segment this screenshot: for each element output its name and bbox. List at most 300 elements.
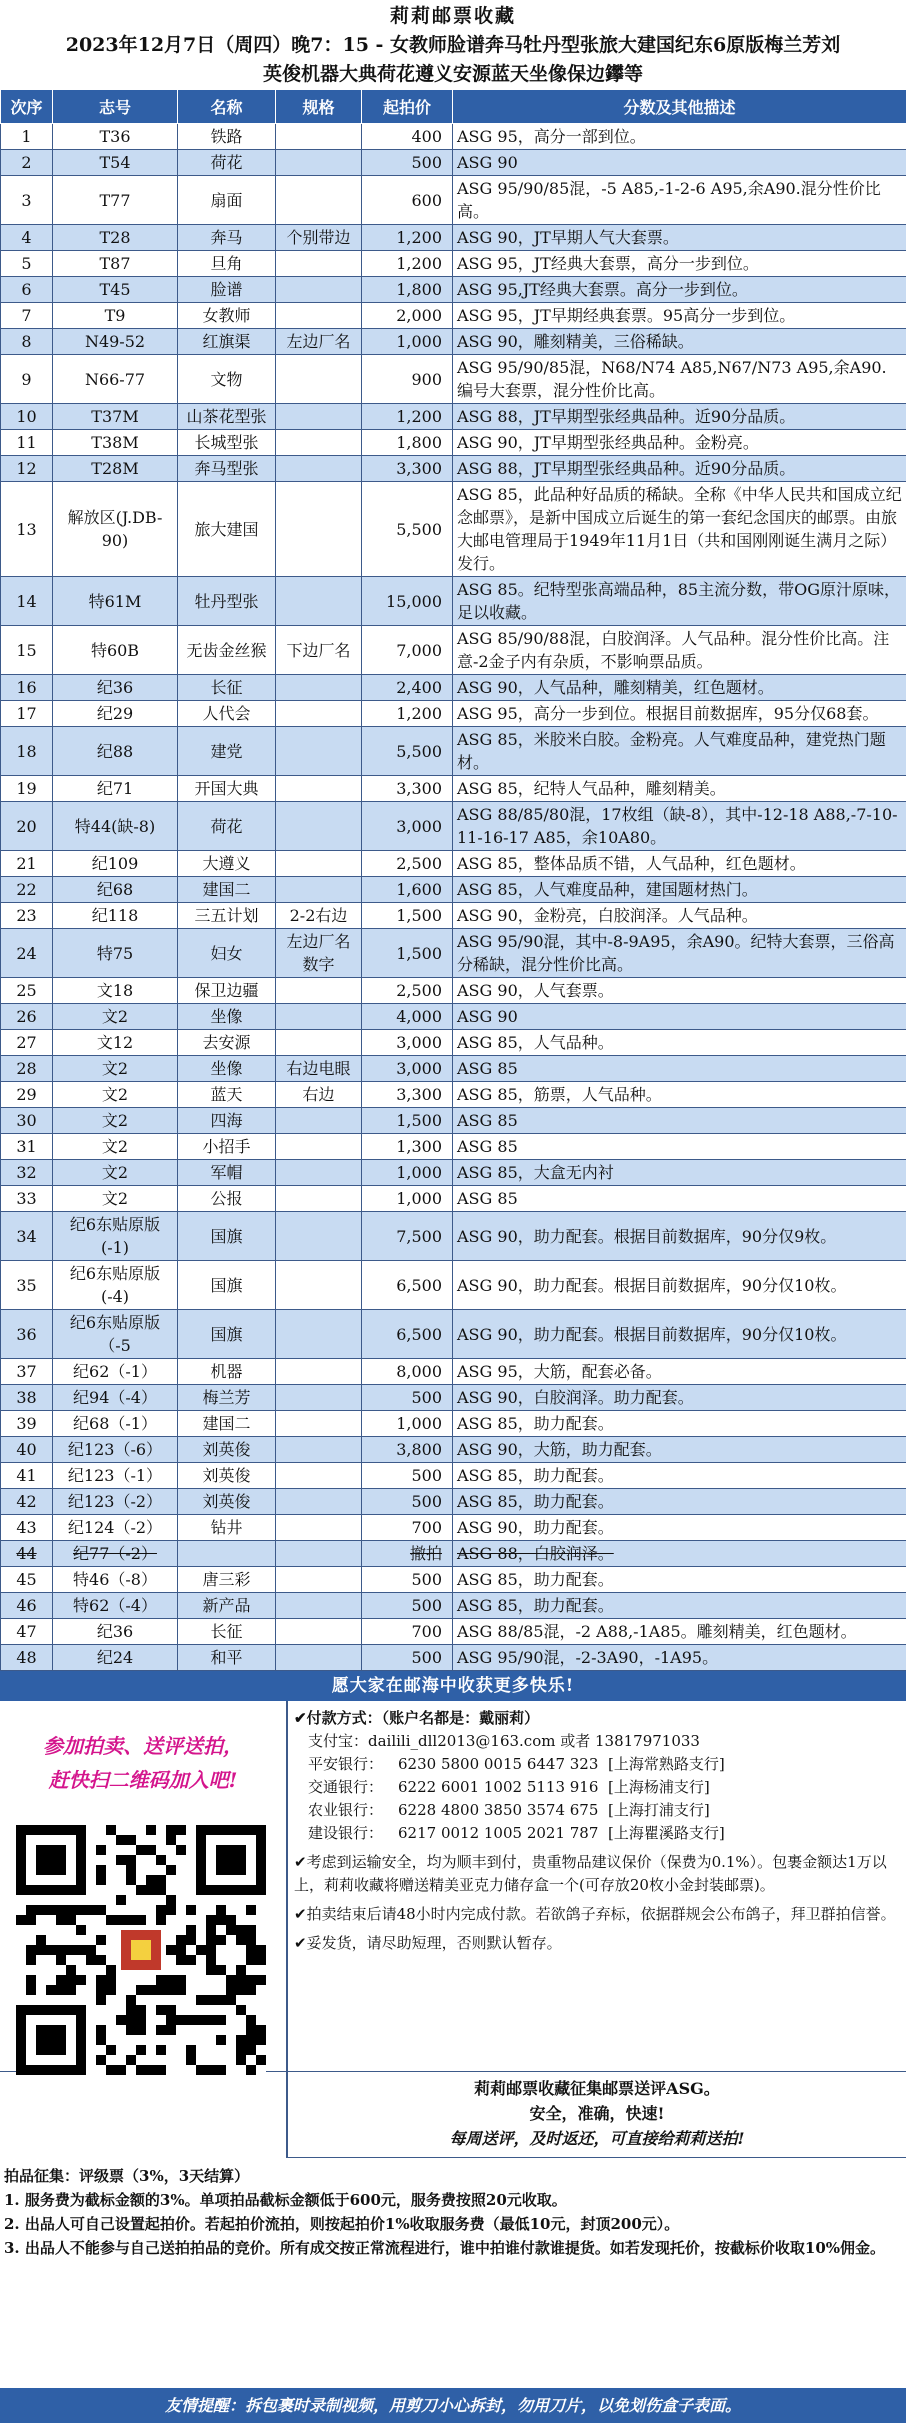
lot-code: T28 [53,225,178,251]
table-row [1,929,906,978]
lot-name: 保卫边疆 [178,978,276,1004]
lot-spec [276,124,362,150]
lot-code: 纪124（-2） [53,1515,178,1541]
lot-price: 1,800 [362,430,453,456]
table-row [1,903,906,929]
lot-spec [276,701,362,727]
lot-code: T87 [53,251,178,277]
lot-name: 长征 [178,1619,276,1645]
lot-price: 500 [362,150,453,176]
lot-spec: 左边厂名 [276,329,362,355]
lot-desc: ASG 85 [453,1056,906,1082]
table-row [1,1541,906,1567]
payment-deadline-note: ✔拍卖结束后请48小时内完成付款。若欲鸽子弃标，依据群规会公布鸽子，拜卫群拍信誉。 [294,1903,900,1926]
lot-no: 33 [1,1186,53,1212]
lot-desc: ASG 85，大盒无内衬 [453,1160,906,1186]
lot-no: 42 [1,1489,53,1515]
lot-name: 公报 [178,1186,276,1212]
grading-line-3: 每周送评，及时返还，可直接给莉莉送拍! [288,2126,906,2151]
col-header-name: 名称 [178,90,276,124]
lot-code: 文2 [53,1160,178,1186]
lot-name: 建国二 [178,877,276,903]
lot-code: 纪94（-4） [53,1385,178,1411]
bank-number: 6228 4800 3850 3574 675 [398,1799,608,1822]
lot-price: 500 [362,1385,453,1411]
lot-price: 3,000 [362,1030,453,1056]
lot-price: 1,500 [362,929,453,978]
lot-no: 7 [1,303,53,329]
lot-name: 人代会 [178,701,276,727]
lot-code: 纪24 [53,1645,178,1671]
bank-number: 6217 0012 1005 2021 787 [398,1822,608,1845]
lot-name: 国旗 [178,1212,276,1261]
table-row [1,727,906,776]
lot-desc: ASG 85，米胶米白胶。金粉亮。人气难度品种，建党热门题材。 [453,727,906,776]
info-section [0,1701,906,2072]
table-row [1,1385,906,1411]
lot-code: 文2 [53,1004,178,1030]
table-row [1,1593,906,1619]
happy-banner: 愿大家在邮海中收获更多快乐! [0,1671,906,1701]
lot-code: 纪6东贴原版(-1) [53,1212,178,1261]
lot-name: 三五计划 [178,903,276,929]
promo-panel [0,1701,288,2071]
lot-desc: ASG 85/90/88混，白胶润泽。人气品种。混分性价比高。注意-2金子内有杂质，不影响票品质。 [453,626,906,675]
lot-code: T77 [53,176,178,225]
bank-bank: 交通银行： [308,1776,398,1799]
lot-desc: ASG 95，JT早期经典套票。95高分一步到位。 [453,303,906,329]
table-row [1,1134,906,1160]
lot-desc: ASG 90，白胶润泽。助力配套。 [453,1385,906,1411]
lot-name: 军帽 [178,1160,276,1186]
lot-desc: ASG 85，整体品质不错，人气品种，红色题材。 [453,851,906,877]
lot-price: 3,300 [362,1082,453,1108]
lot-name: 钻井 [178,1515,276,1541]
lot-code: 特61M [53,577,178,626]
lot-desc: ASG 85，人气品种。 [453,1030,906,1056]
lot-no: 47 [1,1619,53,1645]
lot-spec [276,277,362,303]
lot-price: 7,000 [362,626,453,675]
lot-name: 铁路 [178,124,276,150]
lot-name: 开国大典 [178,776,276,802]
lot-code: 文2 [53,1108,178,1134]
lot-desc: ASG 85 [453,1108,906,1134]
lot-name: 国旗 [178,1261,276,1310]
lot-desc: ASG 85，筋票，人气品种。 [453,1082,906,1108]
lot-name: 蓝天 [178,1082,276,1108]
lot-desc: ASG 90，JT早期人气大套票。 [453,225,906,251]
lot-name: 和平 [178,1645,276,1671]
lot-code: T9 [53,303,178,329]
table-row [1,675,906,701]
lot-code: 特60B [53,626,178,675]
table-row [1,1004,906,1030]
lot-spec [276,1385,362,1411]
lot-name: 荷花 [178,802,276,851]
lot-code: T38M [53,430,178,456]
table-row [1,1186,906,1212]
lot-code: 纪62（-1） [53,1359,178,1385]
lot-name: 坐像 [178,1056,276,1082]
lot-name: 唐三彩 [178,1567,276,1593]
lot-name: 奔马型张 [178,456,276,482]
lot-spec: 左边厂名数字 [276,929,362,978]
lot-name: 扇面 [178,176,276,225]
alipay-account: 支付宝：dailili_dll2013@163.com 或者 13817971033 [294,1730,900,1753]
table-row [1,1056,906,1082]
lot-price: 5,500 [362,482,453,577]
table-row [1,1515,906,1541]
lot-spec [276,1567,362,1593]
rule-2: 2. 出品人可自己设置起拍价。若起拍价流拍，则按起拍价1%收取服务费（最低10元，封顶200元）。 [4,2212,902,2236]
lot-desc: ASG 90，大筋，助力配套。 [453,1437,906,1463]
table-row [1,1030,906,1056]
lot-spec [276,1004,362,1030]
table-row [1,877,906,903]
lot-code: 纪88 [53,727,178,776]
lot-price: 3,800 [362,1437,453,1463]
lot-price: 500 [362,1489,453,1515]
lot-desc: ASG 85，纪特人气品种，雕刻精美。 [453,776,906,802]
lot-code: 纪68 [53,877,178,903]
lot-desc: ASG 95/90混，其中-8-9A95，余A90。纪特大套票，三俗高分稀缺，混分性价比高。 [453,929,906,978]
lot-price: 2,500 [362,978,453,1004]
payment-panel [288,1701,906,2071]
col-header-desc: 分数及其他描述 [453,90,906,124]
lot-spec [276,802,362,851]
lot-desc: ASG 90 [453,1004,906,1030]
lot-desc: ASG 85，人气难度品种，建国题材热门。 [453,877,906,903]
col-header-no: 次序 [1,90,53,124]
lot-code: 纪123（-1） [53,1463,178,1489]
table-row [1,482,906,577]
lot-desc: ASG 85，助力配套。 [453,1593,906,1619]
lot-spec [276,577,362,626]
lot-spec [276,1310,362,1359]
lot-spec [276,176,362,225]
lot-desc: ASG 88，JT早期型张经典品种。近90分品质。 [453,404,906,430]
lot-no: 29 [1,1082,53,1108]
lot-name: 去安源 [178,1030,276,1056]
table-row [1,176,906,225]
rule-3: 3. 出品人不能参与自己送拍拍品的竞价。所有成交按正常流程进行，谁中拍谁付款谁提货。如若发现托价，按截标价收取10%佣金。 [4,2236,902,2260]
lot-name: 四海 [178,1108,276,1134]
lot-code: 纪123（-6） [53,1437,178,1463]
payment-title: ✔付款方式：（账户名都是：戴丽莉） [294,1707,900,1730]
lot-name: 刘英俊 [178,1489,276,1515]
lot-no: 19 [1,776,53,802]
qr-code-icon[interactable] [16,1825,266,2075]
lot-name: 无齿金丝猴 [178,626,276,675]
lot-desc: ASG 95，高分一步到位。根据目前数据库，95分仅68套。 [453,701,906,727]
lot-name: 新产品 [178,1593,276,1619]
lot-spec [276,1186,362,1212]
lot-spec: 下边厂名 [276,626,362,675]
auction-title-line1: 2023年12月7日（周四）晚7：15 - 女教师脸谱奔马牡丹型张旅大建国纪东6原版梅兰芳刘 [0,31,906,60]
lot-no: 30 [1,1108,53,1134]
lot-name: 旦角 [178,251,276,277]
table-row [1,1463,906,1489]
lot-price: 3,300 [362,456,453,482]
lot-price: 7,500 [362,1212,453,1261]
lot-desc: ASG 90，JT早期型张经典品种。金粉亮。 [453,430,906,456]
table-header-row [1,90,906,124]
table-row [1,430,906,456]
lot-spec [276,851,362,877]
lot-price: 1,200 [362,701,453,727]
table-row [1,851,906,877]
lot-code: 纪6东贴原版（-5 [53,1310,178,1359]
lot-code: 特62（-4） [53,1593,178,1619]
bank-branch: [上海瞿溪路支行] [608,1824,725,1842]
table-row [1,355,906,404]
lot-price: 1,200 [362,251,453,277]
lot-code: 文2 [53,1082,178,1108]
lot-price: 900 [362,355,453,404]
lot-desc: ASG 90，金粉亮，白胶润泽。人气品种。 [453,903,906,929]
lot-code: 纪77（-2） [53,1541,178,1567]
lot-code: 特75 [53,929,178,978]
lot-price: 1,000 [362,329,453,355]
lot-price: 1,800 [362,277,453,303]
lot-name: 国旗 [178,1310,276,1359]
lot-no: 22 [1,877,53,903]
lot-desc: ASG 88，白胶润泽。 [453,1541,906,1567]
lot-code: T36 [53,124,178,150]
table-row [1,1082,906,1108]
lot-desc: ASG 90，助力配套。 [453,1515,906,1541]
lot-no: 26 [1,1004,53,1030]
lot-no: 20 [1,802,53,851]
lot-no: 37 [1,1359,53,1385]
lot-price: 3,300 [362,776,453,802]
bank-account [294,1753,900,1776]
lot-spec [276,1359,362,1385]
lot-desc: ASG 85，此品种好品质的稀缺。全称《中华人民共和国成立纪念邮票》，是新中国成立后诞生的第一套纪念国庆的邮票。由旅大邮电管理局于1949年11月1日（共和国刚刚诞生满月之际）发行。 [453,482,906,577]
lot-spec: 个别带边 [276,225,362,251]
lot-code: 纪6东贴原版(-4) [53,1261,178,1310]
lot-price: 8,000 [362,1359,453,1385]
lot-spec [276,1593,362,1619]
lot-price: 1,500 [362,903,453,929]
lot-price: 500 [362,1593,453,1619]
lot-code: 文2 [53,1056,178,1082]
table-row [1,1489,906,1515]
table-row [1,277,906,303]
lot-spec [276,1108,362,1134]
lot-no: 41 [1,1463,53,1489]
table-row [1,456,906,482]
store-title: 莉莉邮票收藏 [0,2,906,31]
table-row [1,1437,906,1463]
lot-spec [276,1134,362,1160]
table-row [1,577,906,626]
lot-price: 600 [362,176,453,225]
lot-spec [276,727,362,776]
bank-bank: 平安银行： [308,1753,398,1776]
table-row [1,978,906,1004]
lot-code: 纪29 [53,701,178,727]
lot-desc: ASG 90，助力配套。根据目前数据库，90分仅10枚。 [453,1261,906,1310]
lot-name: 红旗渠 [178,329,276,355]
lot-desc: ASG 90 [453,150,906,176]
lot-desc: ASG 95,JT经典大套票。高分一步到位。 [453,277,906,303]
lot-no: 23 [1,903,53,929]
table-row [1,701,906,727]
lot-code: 解放区(J.DB-90) [53,482,178,577]
table-row [1,1261,906,1310]
lot-desc: ASG 85 [453,1134,906,1160]
lot-no: 25 [1,978,53,1004]
table-row [1,1108,906,1134]
lot-name: 奔马 [178,225,276,251]
lot-price: 500 [362,1645,453,1671]
lot-no: 16 [1,675,53,701]
table-row [1,1411,906,1437]
friendly-reminder: 友情提醒：拆包裹时录制视频，用剪刀小心拆封，勿用刀片，以免划伤盒子表面。 [0,2388,906,2423]
lot-spec [276,1212,362,1261]
lot-spec [276,1411,362,1437]
lot-price: 1,000 [362,1160,453,1186]
lot-code: 纪68（-1） [53,1411,178,1437]
lot-rows [1,124,906,1671]
lot-no: 21 [1,851,53,877]
lot-no: 45 [1,1567,53,1593]
rules-title: 拍品征集：评级票（3%，3天结算） [4,2164,902,2188]
lot-no: 34 [1,1212,53,1261]
lot-spec [276,1437,362,1463]
lot-no: 17 [1,701,53,727]
lot-spec [276,150,362,176]
lot-price: 1,600 [362,877,453,903]
lot-name: 妇女 [178,929,276,978]
lot-spec [276,1160,362,1186]
lot-price: 1,500 [362,1108,453,1134]
grading-promo [286,2072,906,2158]
lot-spec [276,430,362,456]
lot-code: 纪36 [53,1619,178,1645]
lot-spec [276,1515,362,1541]
lot-name [178,1541,276,1567]
lot-name: 机器 [178,1359,276,1385]
lot-code: 纪123（-2） [53,1489,178,1515]
lot-price: 撤拍 [362,1541,453,1567]
lot-no: 8 [1,329,53,355]
col-header-spec: 规格 [276,90,362,124]
shipping-note: ✔考虑到运输安全，均为顺丰到付，贵重物品建议保价（保费为0.1%）。包裹金额达1万以上，莉莉收藏将赠送精美亚克力储存盒一个(可存放20枚小金封装邮票)。 [294,1851,900,1897]
lot-desc: ASG 85，助力配套。 [453,1489,906,1515]
lot-name: 山茶花型张 [178,404,276,430]
lot-no: 4 [1,225,53,251]
storage-note: ✔妥发货，请尽助短理，否则默认暂存。 [294,1932,900,1955]
lot-desc: ASG 85，助力配套。 [453,1463,906,1489]
lot-no: 5 [1,251,53,277]
lot-code: 文12 [53,1030,178,1056]
lot-name: 梅兰芳 [178,1385,276,1411]
lot-spec [276,978,362,1004]
col-header-code: 志号 [53,90,178,124]
lot-name: 旅大建国 [178,482,276,577]
lot-spec [276,404,362,430]
lot-no: 46 [1,1593,53,1619]
lot-desc: ASG 88/85/80混，17枚组（缺-8），其中-12-18 A88,-7-10-11-16-17 A85，余10A80。 [453,802,906,851]
col-header-price: 起拍价 [362,90,453,124]
lot-spec [276,1541,362,1567]
table-row [1,1359,906,1385]
lot-price: 3,000 [362,1056,453,1082]
table-row [1,1567,906,1593]
lot-no: 18 [1,727,53,776]
lot-code: T54 [53,150,178,176]
lot-price: 400 [362,124,453,150]
lot-price: 2,400 [362,675,453,701]
bank-bank: 建设银行： [308,1822,398,1845]
page [0,2,906,2423]
lot-code: N66-77 [53,355,178,404]
lot-desc: ASG 95，高分一部到位。 [453,124,906,150]
lot-spec [276,675,362,701]
lot-spec [276,1645,362,1671]
lot-no: 28 [1,1056,53,1082]
bank-account [294,1799,900,1822]
lot-no: 14 [1,577,53,626]
lot-desc: ASG 95，JT经典大套票，高分一步到位。 [453,251,906,277]
bank-branch: [上海杨浦支行] [608,1778,710,1796]
auction-title-line2: 英俊机器大典荷花遵义安源蓝天坐像保边鑻等 [0,60,906,89]
lot-no: 11 [1,430,53,456]
consignment-rules [0,2158,906,2266]
lot-no: 40 [1,1437,53,1463]
bank-branch: [上海打浦支行] [608,1801,710,1819]
lot-price: 5,500 [362,727,453,776]
promo-line-1: 参加拍卖、送评送拍， [0,1729,286,1763]
grading-line-2: 安全，准确，快速! [288,2101,906,2126]
promo-line-2: 赶快扫二维码加入吧! [0,1763,286,1797]
lot-no: 9 [1,355,53,404]
lot-spec [276,1463,362,1489]
lot-no: 24 [1,929,53,978]
lot-price: 1,000 [362,1411,453,1437]
lot-name: 女教师 [178,303,276,329]
lot-desc: ASG 85，助力配套。 [453,1567,906,1593]
lot-spec [276,303,362,329]
table-row [1,150,906,176]
table-row [1,303,906,329]
lot-desc: ASG 95/90/85混，N68/N74 A85,N67/N73 A95,余A90.编号大套票，混分性价比高。 [453,355,906,404]
lot-spec [276,877,362,903]
lot-spec: 右边 [276,1082,362,1108]
promo-text [0,1729,286,1797]
table-row [1,251,906,277]
lot-desc: ASG 85。纪特型张高端品种，85主流分数，带OG原汁原味，足以收藏。 [453,577,906,626]
lot-code: 纪109 [53,851,178,877]
lot-price: 1,200 [362,225,453,251]
lot-code: N49-52 [53,329,178,355]
grading-line-1: 莉莉邮票收藏征集邮票送评ASG。 [288,2076,906,2101]
lot-price: 3,000 [362,802,453,851]
lot-code: 文2 [53,1186,178,1212]
lot-price: 6,500 [362,1310,453,1359]
lot-code: T45 [53,277,178,303]
lot-desc: ASG 85 [453,1186,906,1212]
lot-code: 纪118 [53,903,178,929]
lot-no: 10 [1,404,53,430]
lot-no: 1 [1,124,53,150]
lot-price: 500 [362,1463,453,1489]
lot-code: 纪71 [53,776,178,802]
lot-no: 35 [1,1261,53,1310]
